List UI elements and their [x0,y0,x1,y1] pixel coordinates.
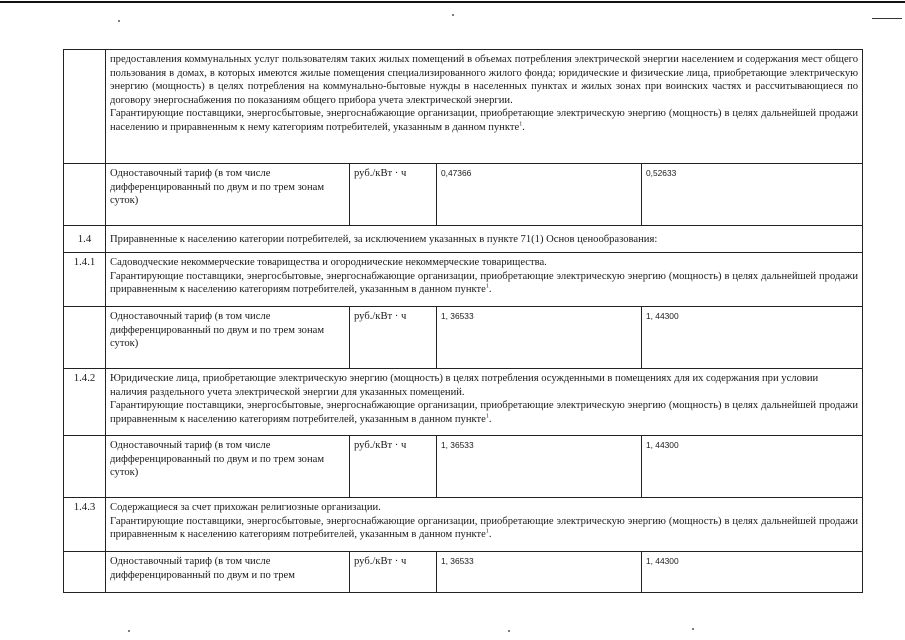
tariff-value-2: 1, 44300 [642,436,863,498]
category-description [106,253,863,307]
row-number: 1.4.2 [64,369,106,436]
row-number-cell [64,164,106,226]
row-number: 1.4.3 [64,498,106,552]
period: . [488,413,492,425]
table-row [64,50,863,164]
unit-cell: руб./кВт · ч [350,164,437,226]
tariff-value-1: 1, 36533 [437,552,642,593]
table-row [64,436,863,498]
suppliers-text: Гарантирующие поставщики, энергосбытовые, энергоснабжающие организации, приобретающие электрическую энергию (мощность) в целях дальнейшей продажи приравненным к населению категориям потребителей, указанным в данном пункте [110,400,859,425]
scan-dot [118,20,120,22]
suppliers-text: Гарантирующие поставщики, энергосбытовые, энергоснабжающие организации, приобретающие электрическую энергию (мощность) в целях дальнейшей продажи приравненным к населению категориям потребителей, указанным в данном пункте [110,270,859,296]
intro-paragraph: предоставления коммунальных услуг пользователям таких жилых помещений в объемах потребления электрической энергии населением и содержания мест общего пользования в домах, в которых имеются жилые помещения специализированного жилого фонда; юридические и физические лица, приобретающие электрическую энергию (мощность) в целях потребления на коммунально-бытовые нужды в населенных пунктах и жилых зонах при воинских частях и рассчитывающиеся по договору энергоснабжения по показаниям общего прибора учета электрической энергии. [110,54,859,106]
category-description [106,369,863,436]
table-row [64,253,863,307]
intro-suppliers-text: Гарантирующие поставщики, энергосбытовые, энергоснабжающие организации, приобретающие электрическую энергию (мощность) в целях дальнейшей продажи населению и приравненным к нему категориям потребителей, указанным в данном пункте [110,108,859,133]
table-row [64,369,863,436]
category-title: Юридические лица, приобретающие электрическую энергию (мощность) в целях потребления осужденными в помещениях для их содержания при условии наличия раздельного учета электрической энергии для указанных помещений. [110,373,819,398]
row-number-cell [64,307,106,369]
footnote-mark: 1 [485,528,489,535]
row-number-cell [64,552,106,593]
tariff-value-1: 1, 36533 [437,307,642,369]
intro-suppliers-paragraph [110,107,858,134]
table-row [64,552,863,593]
tariff-value-1: 0,47366 [437,164,642,226]
period: . [522,121,525,133]
period: . [488,284,492,296]
tariff-label: Одноставочный тариф (в том числе дифференцированный по двум и по трем зонам суток) [106,307,350,369]
tariff-label: Одноставочный тариф (в том числе дифференцированный по двум и по трем [106,552,350,593]
row-number-cell [64,50,106,164]
top-border-line [0,1,905,3]
tariff-value-2: 1, 44300 [642,307,863,369]
scan-dot [452,14,454,16]
tariff-label: Одноставочный тариф (в том числе дифференцированный по двум и по трем зонам суток) [106,436,350,498]
table-row [64,164,863,226]
table-row [64,498,863,552]
category-title: Садоводческие некоммерческие товарищества и огороднические некоммерческие товарищества. [110,257,547,268]
tariff-value-2: 0,52633 [642,164,863,226]
row-number: 1.4.1 [64,253,106,307]
row-number: 1.4 [64,226,106,253]
suppliers-paragraph [110,399,858,426]
table-row [64,307,863,369]
tariff-table [63,49,863,593]
category-description [106,50,863,164]
row-number-cell [64,436,106,498]
unit-cell: руб./кВт · ч [350,552,437,593]
tariff-value-2: 1, 44300 [642,552,863,593]
scan-dot [128,630,130,632]
top-border-mark [872,18,902,19]
unit-cell: руб./кВт · ч [350,307,437,369]
footnote-mark: 1 [485,283,489,290]
footnote-mark: 1 [485,413,489,420]
footnote-mark: 1 [519,121,523,128]
period: . [488,529,492,541]
category-description [106,498,863,552]
tariff-value-1: 1, 36533 [437,436,642,498]
tariff-label: Одноставочный тариф (в том числе дифференцированный по двум и по трем зонам суток) [106,164,350,226]
suppliers-paragraph [110,515,858,542]
suppliers-text: Гарантирующие поставщики, энергосбытовые, энергоснабжающие организации, приобретающие электрическую энергию (мощность) в целях дальнейшей продажи приравненным к населению категориям потребителей, указанным в данном пункте [110,515,859,541]
scan-dot [508,630,510,632]
category-title: Содержащиеся за счет прихожан религиозные организации. [110,502,381,513]
table-row [64,226,863,253]
scan-dot [692,628,694,630]
unit-cell: руб./кВт · ч [350,436,437,498]
section-heading: Приравненные к населению категории потребителей, за исключением указанных в пункте 71(1) Основ ценообразования: [106,226,863,253]
suppliers-paragraph [110,270,858,297]
